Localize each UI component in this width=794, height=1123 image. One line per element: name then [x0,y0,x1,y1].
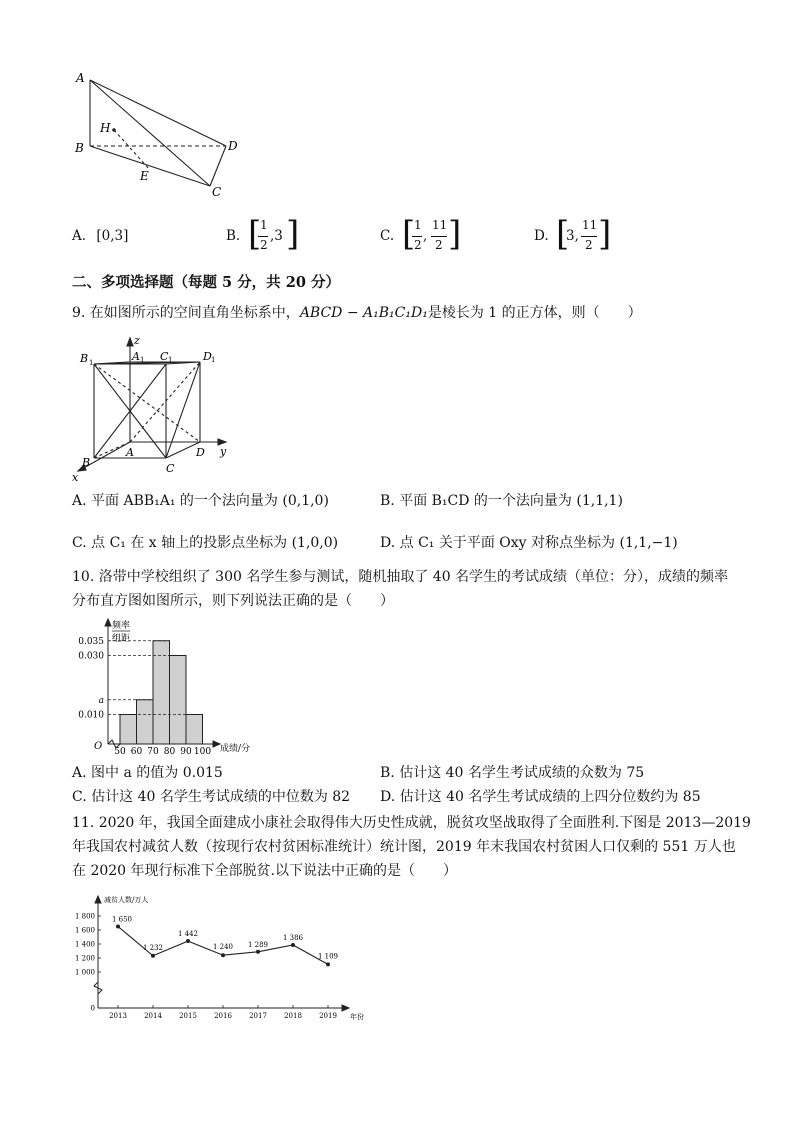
axis-x-label: x [72,471,79,482]
hist-xtick-1: 60 [130,747,143,756]
line-point-3 [221,953,225,957]
section-title: 二、多项选择题（每题 5 分，共 20 分） [72,274,340,291]
hist-xtick-4: 90 [180,747,192,756]
sub-A1: 1 [140,356,145,364]
hist-xtick-3: 80 [163,747,176,756]
fraction-den: 2 [585,238,593,252]
line-ytick-3: 1 200 [74,954,95,963]
line-value-label-3: 1 240 [212,943,234,952]
bracket-left: [ [248,214,262,254]
line-xtick-1: 2014 [144,1012,162,1020]
sub-B1: 1 [89,359,94,367]
q11-stem-line3: 在 2020 年现行标准下全部脱贫.以下说法中正确的是（ ） [72,863,457,879]
label-A1: A [132,350,140,363]
bracket-right: ] [448,214,462,254]
line-value-label-2: 1 442 [177,930,199,939]
q8-option-a [72,228,128,244]
option-letter: D. [534,228,549,244]
hist-ylabel-bottom: 组距 [112,634,131,644]
fraction2-bar [431,236,447,237]
label-C: C [212,185,222,199]
bracket-right: ] [286,214,300,254]
q9-stem-pre: 9. 在如图所示的空间直角坐标系中， [72,305,300,321]
hist-ytick-1: 0.030 [78,651,104,662]
q11-stem-line2: 年我国农村减贫人数（按现行农村贫困标准统计）统计图，2019 年末我国农村贫困人口仅剩的 551 万人也 [72,839,736,855]
line-value-label-4: 1 289 [247,940,269,949]
hist-bar-4 [186,715,203,745]
q9-stem-post: 是棱长为 1 的正方体，则（ ） [427,305,642,321]
label-D1: D [203,350,212,363]
hist-ytick-3: 0.010 [78,710,104,721]
hist-xtick-5: 100 [193,747,212,756]
fraction1-num: 1 [414,218,422,232]
hist-ylabel-top: 频率 [112,621,131,631]
label-A: A [126,446,134,459]
label-C1: C [160,350,169,363]
fraction-num: 11 [582,218,598,232]
q9-option-c: C. 点 C₁ 在 x 轴上的投影点坐标为 (1,0,0) [72,535,339,551]
label-C: C [166,462,175,475]
q11-stem-line1: 11. 2020 年，我国全面建成小康社会取得伟大历史性成就，脱贫攻坚战取得了全面胜利.下图是 2013—2019 [72,815,751,831]
fraction1-den: 2 [414,238,422,252]
sub-C1: 1 [168,356,173,364]
fraction2-den: 2 [435,238,443,252]
q9-option-d: D. 点 C₁ 关于平面 Oxy 对称点坐标为 (1,1,−1) [380,535,678,551]
q10-option-c: C. 估计这 40 名学生考试成绩的中位数为 82 [72,789,351,805]
sub-D1: 1 [211,356,216,364]
line-xlabel: 年份 [350,1013,364,1021]
line-value-label-6: 1 109 [317,952,339,961]
hist-xtick-2: 70 [147,747,159,756]
prism-figure [70,62,260,202]
line-value-label-5: 1 386 [282,933,304,942]
q10-stem-line2: 分布直方图如图所示，则下列说法正确的是（ ） [72,593,394,609]
axis-y-label: y [220,445,227,458]
hist-bar-3 [170,656,187,745]
fraction-den: 2 [260,238,268,252]
label-B: B [82,456,91,469]
label-H: H [100,121,111,135]
line-ytick-0: 1 800 [74,912,95,921]
line-xtick-6: 2019 [319,1012,337,1020]
q10-option-b: B. 估计这 40 名学生考试成绩的众数为 75 [380,765,645,781]
option-letter: C. [380,228,395,244]
label-B1: B [80,352,89,365]
label-B: B [75,141,84,155]
option-letter: B. [226,228,241,244]
interval-sep: , [423,228,428,244]
q10-stem-line1: 10. 洛带中学校组织了 300 名学生参与测试，随机抽取了 40 名学生的考试成绩（单位：分），成绩的频率 [72,569,729,585]
line-ylabel: 减贫人数/万人 [104,896,149,904]
q9-stem-math: ABCD − A₁B₁C₁D₁ [299,305,428,321]
hist-ytick-2: a [98,695,104,706]
hist-xlabel: 成绩/分 [220,744,251,754]
line-value-label-1: 1 232 [142,943,164,952]
option-letter: A. [72,228,87,244]
bracket-left: [ [556,214,570,254]
hist-bar-0 [120,715,137,745]
hist-origin: O [94,741,103,752]
hist-bar-1 [137,700,154,744]
bracket-left: [ [402,214,416,254]
option-a-interval: [0,3] [96,228,129,244]
line-point-0 [116,925,120,929]
label-A: A [76,71,85,85]
line-point-6 [326,962,330,966]
axis-z-label: z [134,334,140,347]
hist-ytick-0: 0.035 [78,636,104,647]
line-point-1 [151,954,155,958]
q10-option-a: A. 图中 a 的值为 0.015 [72,765,223,781]
bracket-right: ] [598,214,612,254]
histogram-chart [72,616,272,756]
line-xtick-5: 2018 [284,1012,302,1020]
q9-option-a: A. 平面 ABB₁A₁ 的一个法向量为 (0,1,0) [72,493,329,509]
hist-xtick-0: 50 [114,747,126,756]
fraction-bar [258,236,268,237]
line-value-label-0: 1 650 [111,915,133,924]
line-ytick-4: 1 000 [74,968,95,977]
fraction-num: 1 [260,218,268,232]
line-point-4 [256,950,260,954]
label-E: E [140,169,149,183]
line-ytick-5: 0 [90,1004,95,1013]
line-xtick-4: 2017 [249,1012,267,1020]
interval-head: 3, [566,228,579,244]
fraction-bar [581,236,597,237]
line-ytick-2: 1 400 [74,940,95,949]
q9-stem [72,304,642,322]
line-ytick-1: 1 600 [74,926,95,935]
fraction1-bar [412,236,422,237]
line-xtick-2: 2015 [179,1012,197,1020]
line-point-2 [186,939,190,943]
cube-figure [70,334,240,482]
label-D: D [196,446,205,459]
line-xtick-0: 2013 [109,1012,127,1020]
line-xtick-3: 2016 [214,1012,232,1020]
q10-option-d: D. 估计这 40 名学生考试成绩的上四分位数约为 85 [380,789,701,805]
line-chart [74,892,374,1028]
q9-option-b: B. 平面 B₁CD 的一个法向量为 (1,1,1) [380,493,623,509]
hist-bar-2 [153,641,170,744]
line-point-5 [291,943,295,947]
label-D: D [228,139,238,153]
fraction2-num: 11 [432,218,448,232]
interval-tail: ,3 [270,228,283,244]
